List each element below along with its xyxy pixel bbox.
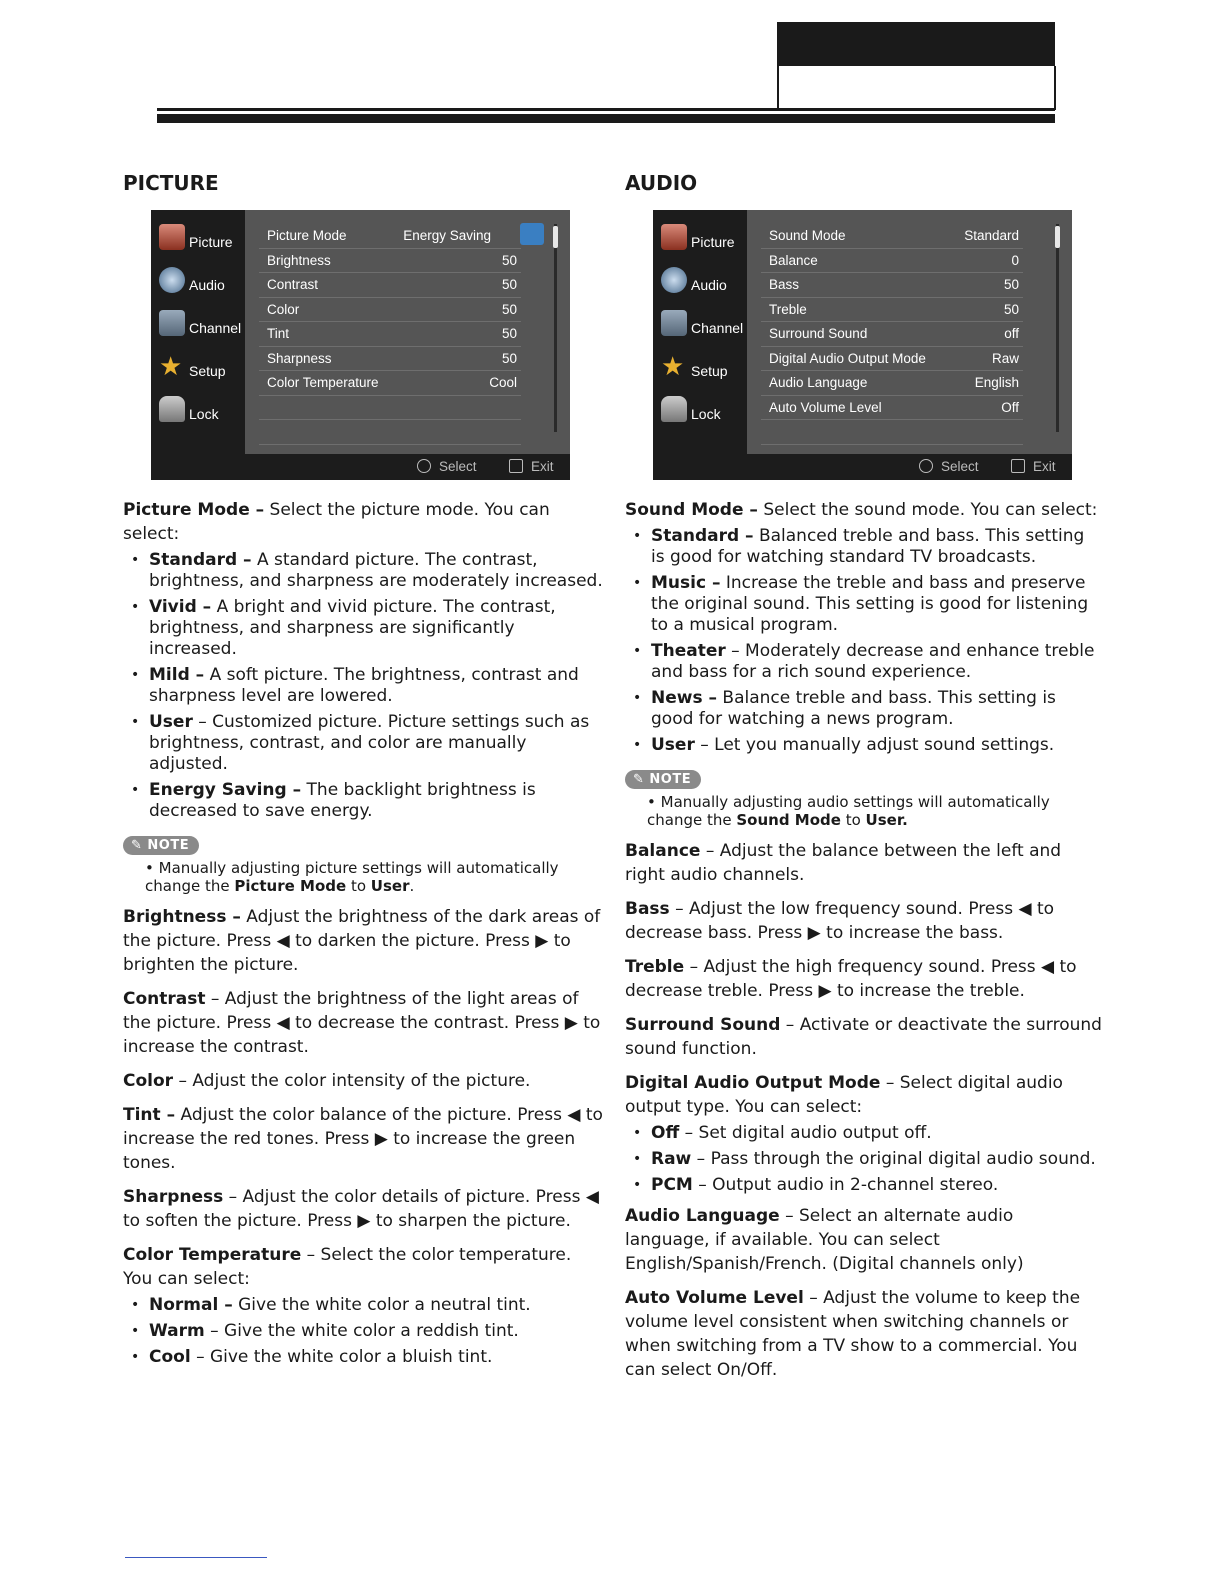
row-value: off [1004,326,1019,341]
row-value: English [974,375,1019,390]
desc: A soft picture. The brightness, contrast and sharpness level are lowered. [149,665,579,706]
picture-section [123,170,603,1376]
list-item [123,665,603,707]
row-label: Brightness [267,252,331,268]
exit-icon [1011,459,1025,473]
desc: Adjust the brightness of the dark areas of the picture. Press ◀ to darken the picture. Press ▶ to brighten the picture. [123,907,601,975]
desc: – Moderately decrease and enhance treble and bass for a rich sound experience. [651,641,1095,682]
sharpness-desc [123,1185,603,1233]
select-label: Select [439,459,477,474]
sidebar-label: Channel [691,320,744,336]
list-item [123,1295,603,1316]
audio-note: • Manually adjusting audio settings will automatically change the Sound Mode to User. [647,793,1050,829]
menu-row [761,249,1023,274]
note-text: . [409,877,415,895]
note-badge: ✎ NOTE [123,836,199,855]
term: Treble [625,957,685,977]
row-value: 50 [1003,277,1019,292]
sidebar-item-lock [151,392,245,434]
sidebar-item-setup [653,349,747,391]
color-temperature-desc [123,1243,603,1291]
digital-output-list [625,1123,1103,1196]
desc: Balance treble and bass. This setting is good for watching a news program. [651,688,1056,729]
satellite-icon [159,310,185,336]
exit-icon [509,459,523,473]
footer-rule [125,1557,267,1558]
row-value: 50 [501,277,517,292]
sidebar-label: Lock [691,406,721,422]
row-value: 50 [1003,301,1019,317]
desc: – Give the white color a bluish tint. [190,1347,493,1367]
term: Contrast [123,989,206,1009]
note-text: to [840,811,866,829]
row-value: 50 [501,326,517,341]
desc: – Adjust the low frequency sound. Press ◀ to decrease bass. Press ▶ to increase the bass. [625,899,1055,943]
select-label: Select [941,459,979,474]
sidebar-item-audio [151,263,245,305]
audio-menu-screenshot [653,210,1072,480]
menu-row [259,273,521,298]
menu-list [761,224,1023,445]
list-item [123,597,603,660]
digital-audio-output-desc [625,1071,1103,1119]
menu-sidebar [151,210,245,454]
row-label: Sharpness [267,350,332,366]
row-label: Auto Volume Level [769,399,882,415]
row-label: Audio Language [769,375,868,390]
menu-row [259,322,521,347]
desc: – Activate or deactivate the surround sound function. [625,1015,1102,1059]
sidebar-label: Audio [691,277,727,293]
note-text: Manually adjusting picture settings will automatically change the [145,859,559,895]
sound-mode-list [625,526,1103,756]
sidebar-label: Picture [691,234,735,250]
row-label: Balance [769,252,818,268]
picture-icon [159,224,185,250]
menu-row [259,224,521,249]
color-temperature-list [123,1295,603,1368]
picture-menu-screenshot [151,210,570,480]
exit-label: Exit [1033,459,1056,474]
star-icon: ★ [661,351,685,381]
row-value: 50 [501,301,517,317]
menu-row [259,347,521,372]
list-item [123,1321,603,1342]
row-value: Energy Saving [403,228,491,243]
term: Normal – [149,1295,233,1315]
term: Vivid – [149,597,212,617]
list-item [625,526,1103,568]
row-value: 50 [501,252,517,268]
desc: Adjust the color balance of the picture. Press ◀ to increase the red tones. Press ▶ to increase the green tones. [123,1105,603,1173]
term: Mild – [149,665,205,685]
desc: The backlight brightness is decreased to save energy. [149,780,536,821]
sidebar-item-channel [653,306,747,348]
contrast-desc [123,987,603,1059]
term: Tint – [123,1105,176,1125]
audio-language-desc [625,1204,1103,1276]
exit-hint [509,459,554,474]
list-item [625,688,1103,730]
menu-row [761,322,1023,347]
term: Bass [625,899,670,919]
term: Energy Saving – [149,780,302,800]
menu-scrollbar [1056,224,1059,432]
term: PCM [651,1175,693,1195]
tint-desc [123,1103,603,1175]
row-value: Standard [964,228,1019,243]
select-hint [919,459,979,474]
menu-row-empty [761,420,1023,445]
menu-row [761,371,1023,396]
desc: A bright and vivid picture. The contrast, brightness, and sharpness are significantly increased. [149,597,556,659]
list-item [123,550,603,592]
row-value: Cool [489,375,517,390]
list-item [625,735,1103,756]
term: Color Temperature [123,1245,302,1265]
audio-section [625,170,1103,1392]
sidebar-label: Setup [691,363,728,379]
desc: – Set digital audio output off. [679,1123,932,1143]
note-text: Manually adjusting audio settings will automatically change the [647,793,1050,829]
term: Standard – [149,550,252,570]
menu-row [259,249,521,274]
note-term: Picture Mode [234,877,347,895]
list-item [625,641,1103,683]
lock-icon [159,396,185,422]
note-term: User [370,877,410,895]
row-value: Raw [991,350,1019,366]
select-hint [417,459,477,474]
term: Music – [651,573,721,593]
select-icon [417,459,431,473]
header-tab-black [777,22,1055,68]
energy-star-icon [520,223,544,245]
term: Theater [651,641,726,661]
desc: – Pass through the original digital audio sound. [691,1149,1096,1169]
lock-icon [661,396,687,422]
row-label: Sound Mode [769,228,846,243]
header-rule-thick [157,114,1055,123]
desc: – Adjust the balance between the left and right audio channels. [625,841,1062,885]
list-item [625,1123,1103,1144]
list-item [123,1347,603,1368]
speaker-icon [159,267,185,293]
menu-footer [653,454,1072,480]
term: Sharpness [123,1187,224,1207]
sidebar-label: Setup [189,363,226,379]
term: Sound Mode – [625,500,758,520]
row-label: Digital Audio Output Mode [769,350,926,366]
menu-scrollbar [554,224,557,432]
desc: Increase the treble and bass and preserve the original sound. This setting is good for listening to a musical program. [651,573,1089,635]
sidebar-item-channel [151,306,245,348]
desc: – Adjust the brightness of the light areas of the picture. Press ◀ to decrease the contrast. Press ▶ to increase the contrast. [123,989,601,1057]
desc: – Give the white color a reddish tint. [204,1321,519,1341]
desc: – Customized picture. Picture settings such as brightness, contrast, and color are manually adjusted. [149,712,590,774]
picture-note: • Manually adjusting picture settings will automatically change the Picture Mode to User. [145,859,559,895]
desc: Select the sound mode. You can select: [757,500,1098,520]
menu-row [259,298,521,323]
menu-row [761,347,1023,372]
select-icon [919,459,933,473]
satellite-icon [661,310,687,336]
treble-desc [625,955,1103,1003]
sidebar-item-setup [151,349,245,391]
desc: – Output audio in 2-channel stereo. [692,1175,999,1195]
auto-volume-level-desc [625,1286,1103,1382]
sidebar-item-picture [653,220,747,262]
menu-row [259,371,521,396]
picture-mode-intro [123,498,603,546]
sidebar-label: Audio [189,277,225,293]
header-rule-thin [157,108,1055,111]
note-term: User. [865,811,908,829]
term: Balance [625,841,701,861]
desc: – Let you manually adjust sound settings. [694,735,1055,755]
exit-hint [1011,459,1056,474]
row-label: Bass [769,277,800,292]
desc: – Select an alternate audio language, if available. You can select English/Spanish/French. (Digital channels only) [625,1206,1024,1274]
desc: A standard picture. The contrast, brightness, and sharpness are moderately increased. [149,550,603,591]
row-value: 50 [501,350,517,366]
picture-icon [661,224,687,250]
menu-row [761,224,1023,249]
menu-row [761,273,1023,298]
row-label: Tint [267,326,290,341]
row-label: Contrast [267,277,319,292]
menu-sidebar [653,210,747,454]
term: Standard – [651,526,754,546]
desc: – Adjust the color intensity of the picture. [173,1071,531,1091]
menu-row [761,298,1023,323]
list-item [625,1149,1103,1170]
term: Audio Language [625,1206,780,1226]
sidebar-label: Channel [189,320,242,336]
row-label: Color [267,301,300,317]
term: Color [123,1071,174,1091]
term: Warm [149,1321,205,1341]
term: Brightness – [123,907,241,927]
list-item [123,712,603,775]
note-term: Sound Mode [736,811,841,829]
menu-scrollbar-thumb [1055,226,1060,248]
note-badge: ✎ NOTE [625,770,701,789]
desc: – Adjust the high frequency sound. Press ◀ to decrease treble. Press ▶ to increase the treble. [625,957,1077,1001]
sidebar-label: Picture [189,234,233,250]
bass-desc [625,897,1103,945]
header-tab-white [777,66,1056,110]
sidebar-item-picture [151,220,245,262]
term: Digital Audio Output Mode [625,1073,881,1093]
list-item [123,780,603,822]
audio-title: AUDIO [625,171,698,195]
desc: Balanced treble and bass. This setting is good for watching standard TV broadcasts. [651,526,1085,567]
term: Picture Mode – [123,500,265,520]
desc: – Adjust the color details of picture. Press ◀ to soften the picture. Press ▶ to sharpen the picture. [123,1187,599,1231]
row-value: 0 [1011,252,1019,268]
desc: – Select digital audio output type. You can select: [625,1073,1063,1117]
color-desc [123,1069,603,1093]
note-text: to [346,877,371,895]
list-item [625,1175,1103,1196]
desc: – Adjust the volume to keep the volume level consistent when switching channels or when switching from a TV show to a commercial. You can select On/Off. [625,1288,1081,1380]
note-label: NOTE [147,838,190,853]
row-label: Treble [769,301,807,317]
star-icon: ★ [159,351,183,381]
menu-footer [151,454,570,480]
desc: – Select the color temperature. You can select: [123,1245,572,1289]
sidebar-label: Lock [189,406,219,422]
term: Surround Sound [625,1015,781,1035]
term: Cool [149,1347,191,1367]
sound-mode-intro [625,498,1103,522]
brightness-desc [123,905,603,977]
picture-mode-list [123,550,603,822]
row-value: Off [1001,399,1019,415]
speaker-icon [661,267,687,293]
term: Off [651,1123,680,1143]
menu-row-empty [259,420,521,445]
row-label: Picture Mode [267,228,347,243]
sidebar-item-audio [653,263,747,305]
menu-row-empty [259,396,521,421]
row-label: Color Temperature [267,375,379,390]
picture-title: PICTURE [123,171,219,195]
term: News – [651,688,717,708]
menu-list [259,224,521,445]
menu-row [761,396,1023,421]
desc: Give the white color a neutral tint. [232,1295,531,1315]
list-item [625,573,1103,636]
row-label: Surround Sound [769,326,868,341]
desc: Select the picture mode. You can select: [123,500,550,544]
note-label: NOTE [649,772,692,787]
balance-desc [625,839,1103,887]
surround-sound-desc [625,1013,1103,1061]
term: User [651,735,695,755]
term: Raw [651,1149,692,1169]
term: User [149,712,193,732]
menu-scrollbar-thumb [553,226,558,248]
term: Auto Volume Level [625,1288,804,1308]
sidebar-item-lock [653,392,747,434]
exit-label: Exit [531,459,554,474]
